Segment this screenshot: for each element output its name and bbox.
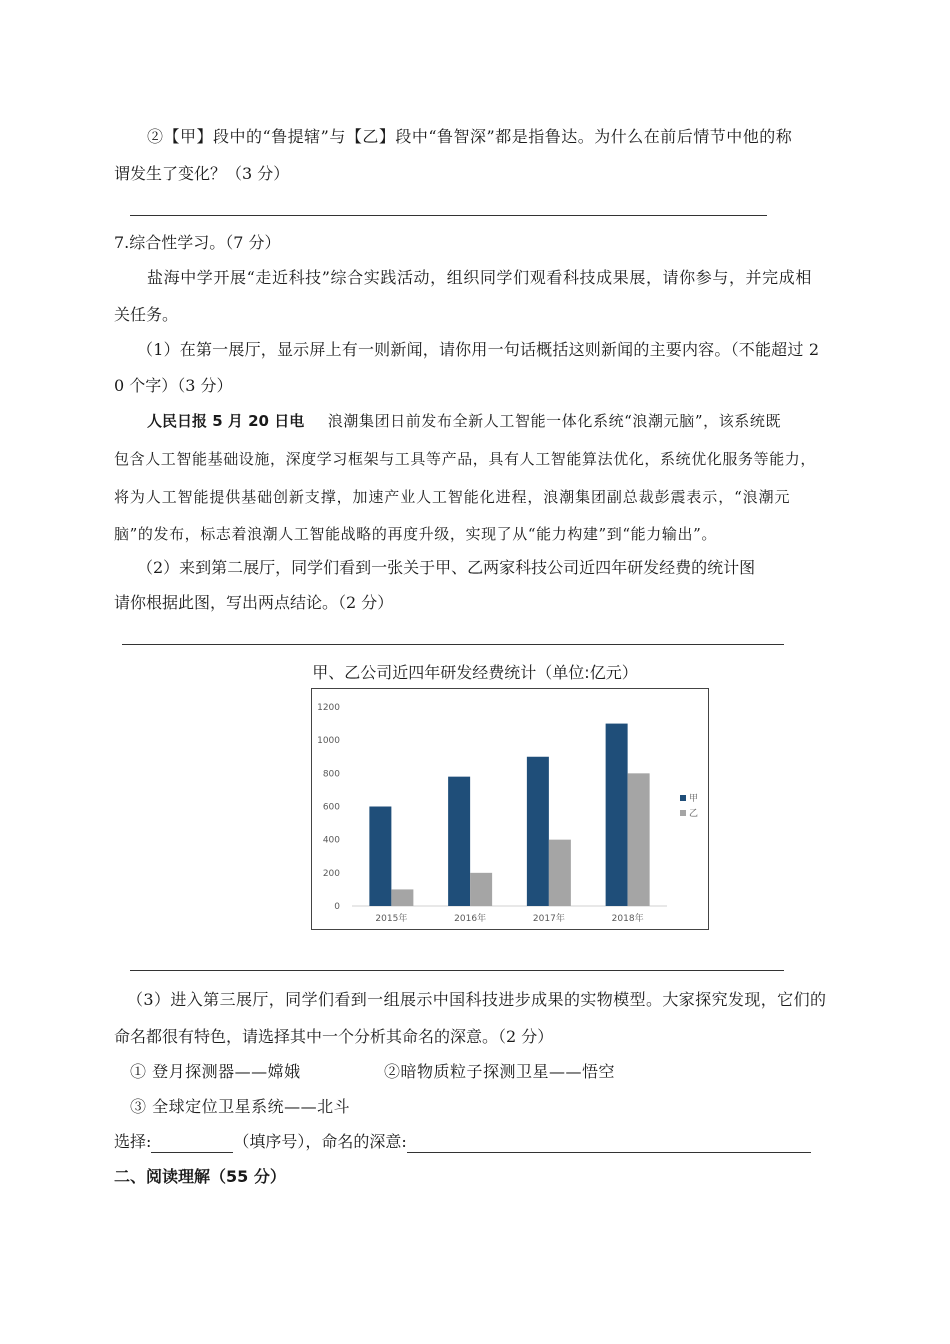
y-tick-label: 1200: [317, 703, 340, 713]
answer-line-q7-sub2-top: [122, 644, 784, 645]
y-tick-label: 400: [322, 835, 340, 846]
y-tick-label: 200: [322, 868, 340, 879]
y-tick-label: 600: [322, 802, 340, 813]
q7-sub2-line1: （2）来到第二展厅，同学们看到一张关于甲、乙两家科技公司近四年研发经费的统计图: [137, 558, 756, 577]
y-tick-label: 800: [322, 769, 340, 780]
select-blank[interactable]: [151, 1134, 233, 1153]
news-paragraph-line1: [147, 410, 781, 432]
news-text-line1: 浪潮集团日前发布全新人工智能一体化系统“浪潮元脑”，该系统既: [327, 412, 782, 430]
option-2: ②暗物质粒子探测卫星——悟空: [384, 1062, 616, 1081]
legend-label: 甲: [689, 794, 699, 804]
chart-title: 甲、乙公司近四年研发经费统计（单位:亿元）: [312, 663, 638, 682]
q7-sub2-line2: 请你根据此图，写出两点结论。（2 分）: [114, 593, 394, 612]
bar-甲-2018年: [606, 724, 628, 906]
bar-乙-2018年: [628, 773, 650, 906]
option-1: ① 登月探测器——嫦娥: [130, 1062, 301, 1081]
select-label: 选择:: [114, 1132, 152, 1151]
q6-part2-line1: ②【甲】段中的“鲁提辖”与【乙】段中“鲁智深”都是指鲁达。为什么在前后情节中他的称: [147, 127, 793, 146]
q6-part2-line2: 谓发生了变化？（3 分）: [114, 164, 290, 183]
bar-乙-2015年: [391, 889, 413, 906]
news-text-line3: 将为人工智能提供基础创新支撑，加速产业人工智能化进程，浪潮集团副总裁彭震表示，“浪潮元: [114, 488, 791, 506]
bar-甲-2016年: [448, 777, 470, 906]
q7-intro-line1: 盐海中学开展“走近科技”综合实践活动，组织同学们观看科技成果展，请你参与，并完成相: [147, 268, 812, 287]
bar-chart: [312, 689, 707, 928]
x-tick-label: 2015年: [375, 914, 408, 924]
legend-swatch-乙: [680, 810, 686, 816]
legend-swatch-甲: [680, 795, 686, 801]
q7-intro-line2: 关任务。: [114, 305, 179, 324]
chart-frame: [311, 688, 709, 930]
y-tick-label: 1000: [317, 736, 340, 747]
select-row: [114, 1131, 811, 1153]
answer-line-q6: [130, 215, 767, 216]
answer-line-q7-sub2-bottom: [130, 970, 784, 971]
q7-sub1-line2: 0 个字）（3 分）: [114, 376, 233, 395]
x-tick-label: 2018年: [611, 914, 644, 924]
select-hint: （填序号），命名的深意:: [233, 1132, 407, 1151]
news-text-line2: 包含人工智能基础设施，深度学习框架与工具等产品，具有人工智能算法优化，系统优化服务等能力，: [114, 450, 817, 468]
bar-甲-2015年: [369, 807, 391, 907]
q7-heading: 7.综合性学习。（7 分）: [114, 233, 281, 252]
bar-乙-2016年: [470, 873, 492, 906]
q7-sub1-line1: （1）在第一展厅，显示屏上有一则新闻，请你用一句话概括这则新闻的主要内容。（不能超过 2: [137, 340, 820, 359]
bar-乙-2017年: [549, 840, 571, 906]
news-text-line4: 脑”的发布，标志着浪潮人工智能战略的再度升级，实现了从“能力构建”到“能力输出”。: [114, 525, 717, 543]
news-dateline: 人民日报 5 月 20 日电: [147, 412, 305, 430]
y-tick-label: 0: [334, 902, 340, 912]
x-tick-label: 2017年: [532, 914, 565, 924]
meaning-blank[interactable]: [407, 1134, 811, 1153]
option-3: ③ 全球定位卫星系统——北斗: [130, 1097, 351, 1116]
bar-甲-2017年: [527, 757, 549, 906]
x-tick-label: 2016年: [454, 914, 487, 924]
q7-sub3-line1: （3）进入第三展厅，同学们看到一组展示中国科技进步成果的实物模型。大家探究发现，它们的: [127, 990, 827, 1009]
section-2-heading: 二、阅读理解（55 分）: [114, 1167, 286, 1186]
q7-sub3-line2: 命名都很有特色，请选择其中一个分析其命名的深意。（2 分）: [114, 1027, 554, 1046]
legend-label: 乙: [689, 809, 699, 819]
